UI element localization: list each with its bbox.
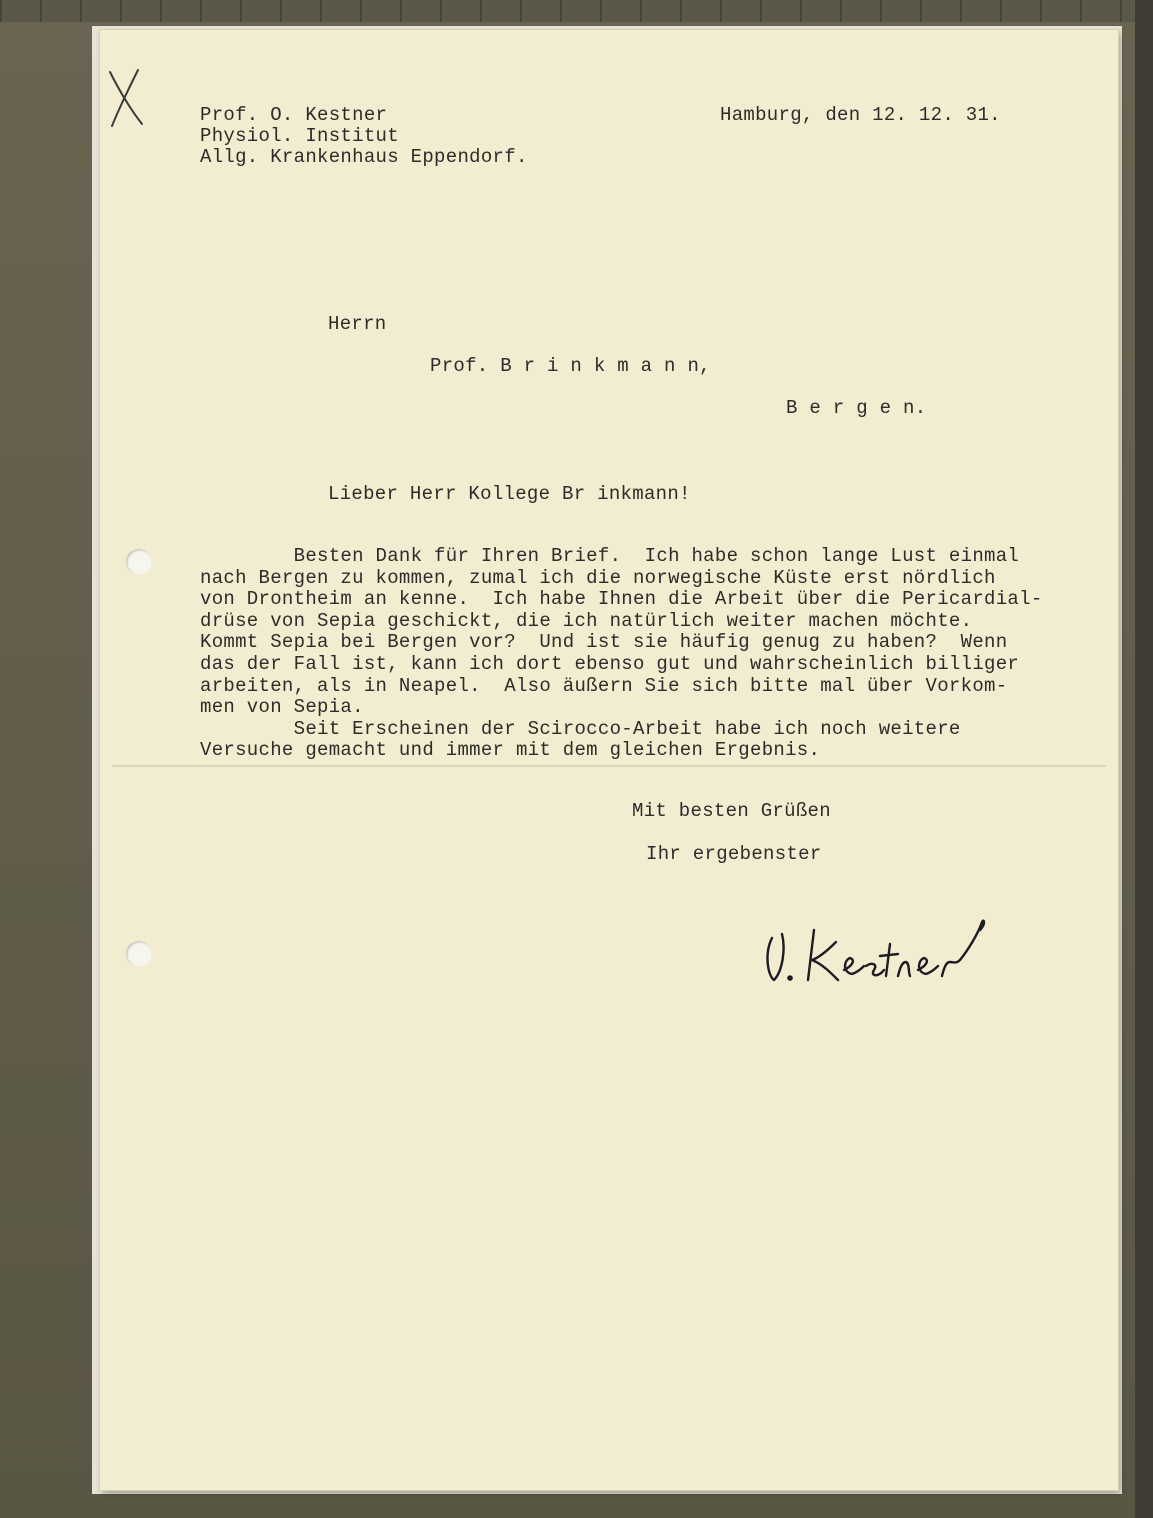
greeting: Lieber Herr Kollege Br inkmann! — [328, 483, 691, 505]
body-line: nach Bergen zu kommen, zumal ich die norwegische Küste erst nördlich — [200, 566, 996, 589]
scan-right-edge — [1135, 0, 1153, 1518]
sender-name: Prof. O. Kestner — [200, 104, 388, 126]
sender-hospital: Allg. Krankenhaus Eppendorf. — [200, 146, 528, 168]
letter-body — [200, 546, 1115, 766]
body-line: Versuche gemacht und immer mit dem gleichen Ergebnis. — [200, 739, 821, 762]
scan-top-edge — [0, 0, 1153, 22]
body-line: drüse von Sepia geschickt, die ich natürlich weiter machen möchte. — [200, 609, 973, 632]
recipient-name: Prof. B r i n k m a n n, — [430, 355, 711, 377]
body-line: Kommt Sepia bei Bergen vor? Und ist sie häufig genug zu haben? Wenn — [200, 631, 1008, 654]
recipient-city: B e r g e n. — [786, 397, 927, 419]
closing-regards: Mit besten Grüßen — [632, 800, 831, 822]
closing-signoff: Ihr ergebenster — [646, 843, 822, 865]
body-line: men von Sepia. — [200, 696, 364, 719]
punch-hole-lower — [126, 941, 152, 967]
punch-hole-upper — [126, 549, 152, 575]
sender-institute: Physiol. Institut — [200, 125, 399, 147]
body-line: von Drontheim an kenne. Ich habe Ihnen die Arbeit über die Pericardial- — [200, 588, 1043, 611]
body-line: arbeiten, als in Neapel. Also äußern Sie sich bitte mal über Vorkom- — [200, 674, 1008, 697]
handwritten-signature — [760, 910, 990, 990]
body-line: Besten Dank für Ihren Brief. Ich habe schon lange Lust einmal — [200, 545, 1020, 567]
letter-date: Hamburg, den 12. 12. 31. — [720, 104, 1001, 126]
recipient-salutation: Herrn — [328, 313, 387, 335]
body-line: das der Fall ist, kann ich dort ebenso gut und wahrscheinlich billiger — [200, 653, 1020, 675]
x-annotation-mark — [104, 66, 148, 130]
body-line: Seit Erscheinen der Scirocco-Arbeit habe ich noch weitere — [200, 717, 961, 740]
